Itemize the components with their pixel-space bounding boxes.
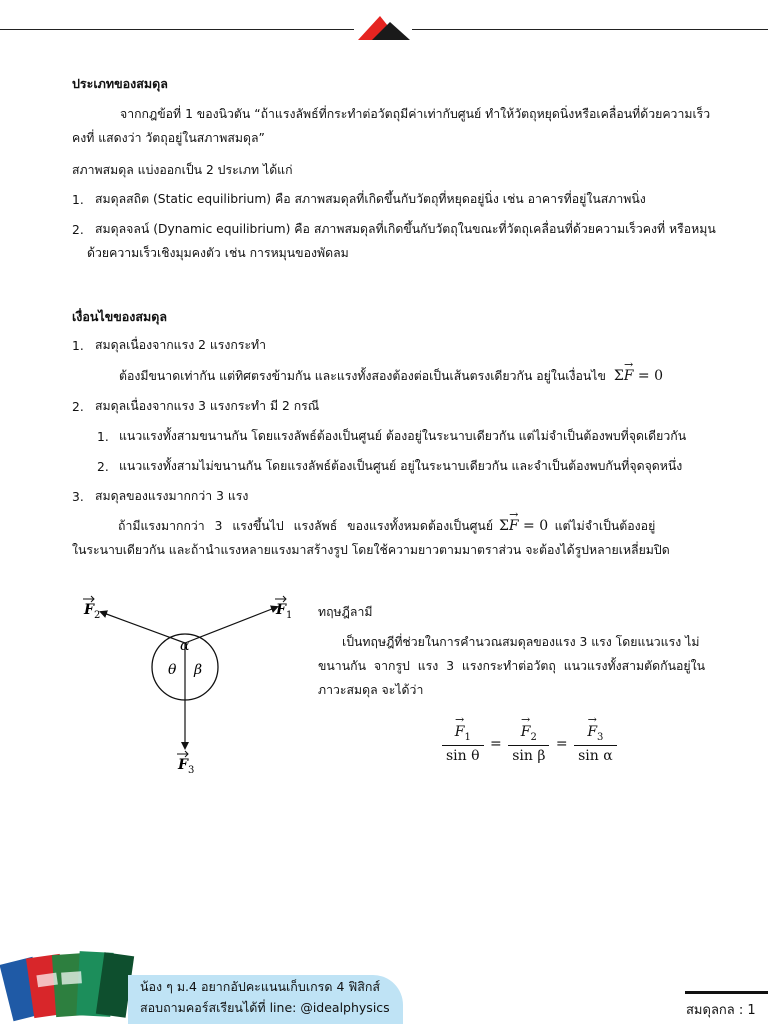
sum-force-equation	[614, 368, 663, 384]
condition-many-forces-line2: ในระนาบเดียวกัน และถ้านำแรงหลายแรงมาสร้างรูป โดยใช้ความยาวตามมาตราส่วน จะต้องได้รูปหลายเหลี่ยมปิด	[72, 543, 670, 557]
force-diagram	[76, 592, 306, 782]
condition-many-forces-line1	[72, 514, 696, 538]
label-f1: F	[276, 602, 286, 618]
list-number: 3.	[72, 490, 84, 504]
many-forces-text-b: แต่ไม่จำเป็นต้องอยู่	[554, 519, 656, 533]
force-arrow-f2	[101, 612, 185, 643]
page-label: สมดุลกล : 1	[686, 1003, 756, 1018]
section-heading-conditions: เงื่อนไขของสมดุล	[72, 309, 168, 324]
book-stack-icon	[0, 944, 140, 1024]
condition-many-forces-detail	[72, 514, 696, 562]
fraction-f2	[508, 724, 549, 764]
fraction-f1	[442, 724, 484, 764]
case-non-parallel: แนวแรงทั้งสามไม่ขนานกัน โดยแรงลัพธ์ต้องเป็นศูนย์ อยู่ในระนาบเดียวกัน และจำเป็นต้องพบกันที่จุดจุดหนึ่ง	[119, 459, 683, 473]
paragraph-types-intro: สภาพสมดุล แบ่งออกเป็น 2 ประเภท ได้แก่	[72, 163, 293, 177]
equals-sign: =	[490, 735, 502, 752]
lami-line3: ภาวะสมดุล จะได้ว่า	[318, 683, 424, 697]
paragraph-newton	[72, 102, 711, 150]
subscript: 3	[597, 731, 604, 743]
list-number: 1.	[72, 339, 84, 353]
lami-line1: เป็นทฤษฎีที่ช่วยในการคำนวณสมดุลของแรง 3 แรง โดยแนวแรง ไม่	[342, 635, 700, 649]
case-parallel: แนวแรงทั้งสามขนานกัน โดยแรงลัพธ์ต้องเป็นศูนย์ ต้องอยู่ในระนาบเดียวกัน แต่ไม่จำเป็นต้องพบที่จุดเดียวกัน	[119, 429, 687, 443]
list-number: 2.	[72, 223, 84, 237]
lami-paragraph	[318, 630, 705, 702]
sigma-symbol: Σ	[613, 368, 624, 384]
brand-logo-icon	[354, 12, 412, 42]
promo-line1: น้อง ๆ ม.4 อยากอัปคะแนนเก็บเกรด 4 ฟิสิกส์	[140, 979, 381, 994]
force-vector: → F	[624, 364, 634, 388]
force-arrow-f1	[185, 607, 277, 643]
label-f3-sub: 3	[188, 765, 195, 776]
list-number: 1.	[97, 430, 109, 444]
list-item-dynamic-line2: ด้วยความเร็วเชิงมุมคงตัว เช่น การหมุนของพัดลม	[87, 246, 349, 260]
list-number: 1.	[72, 193, 84, 207]
promo-line2: สอบถามคอร์สเรียนได้ที่ line: @idealphysics	[140, 1000, 390, 1015]
label-f1-sub: 1	[286, 610, 293, 621]
label-beta: β	[194, 662, 203, 678]
sum-force-equation	[499, 518, 553, 534]
list-item-dynamic-line1: สมดุลจลน์ (Dynamic equilibrium) คือ สภาพสมดุลที่เกิดขึ้นกับวัตถุในขณะที่วัตถุเคลื่อนที่ด้วยความเร็วคงที่ หรือหมุน	[95, 222, 716, 236]
subscript: 2	[530, 731, 537, 743]
lami-title: ทฤษฎีลามี	[318, 605, 373, 619]
force-vector: → F	[587, 724, 597, 740]
page-label-rule	[685, 991, 768, 994]
force-vector: → F	[455, 724, 465, 740]
promo-text	[140, 976, 390, 1018]
condition-two-forces-text: ต้องมีขนาดเท่ากัน แต่ทิศตรงข้ามกัน และแรงทั้งสองต้องต่อเป็นเส้นตรงเดียวกัน อยู่ในเงื่อนไข	[119, 369, 606, 383]
force-vector: → F	[509, 514, 519, 538]
list-number: 2.	[97, 460, 109, 474]
section-heading-types: ประเภทของสมดุล	[72, 76, 168, 91]
paragraph-newton-line1: จากกฎข้อที่ 1 ของนิวตัน “ถ้าแรงลัพธ์ที่กระทำต่อวัตถุมีค่าเท่ากับศูนย์ ทำให้วัตถุหยุดนิ่งหรือเคลื่อนที่ด้วยความเร็ว	[120, 107, 711, 121]
condition-two-forces-detail	[119, 364, 663, 388]
denominator: sin β	[512, 747, 546, 764]
lami-equation	[440, 724, 619, 764]
denominator: sin θ	[446, 747, 480, 764]
list-item-dynamic	[87, 217, 716, 265]
subscript: 1	[464, 731, 471, 743]
denominator: sin α	[578, 747, 613, 764]
condition-two-forces: สมดุลเนื่องจากแรง 2 แรงกระทำ	[95, 338, 267, 352]
force-vector: → F	[521, 724, 531, 740]
list-number: 2.	[72, 400, 84, 414]
equals-zero: = 0	[637, 368, 663, 384]
label-alpha: α	[180, 638, 190, 654]
condition-many-forces: สมดุลของแรงมากกว่า 3 แรง	[95, 489, 249, 503]
equals-zero: = 0	[523, 518, 549, 534]
label-f3: F	[178, 757, 188, 773]
lami-line2: ขนานกัน จากรูป แรง 3 แรงกระทำต่อวัตถุ แนวแรงทั้งสามตัดกันอยู่ใน	[318, 659, 705, 673]
label-theta: θ	[168, 662, 177, 678]
label-f2-sub: 2	[94, 610, 101, 621]
paragraph-newton-line2: คงที่ แสดงว่า วัตถุอยู่ในสภาพสมดุล”	[72, 131, 265, 145]
sigma-symbol: Σ	[498, 518, 509, 534]
fraction-f3	[574, 724, 617, 764]
equals-sign: =	[555, 735, 568, 752]
many-forces-text-a: ถ้ามีแรงมากกว่า 3 แรงขึ้นไป แรงลัพธ์ ของแรงทั้งหมดต้องเป็นศูนย์	[118, 519, 494, 533]
condition-three-forces: สมดุลเนื่องจากแรง 3 แรงกระทำ มี 2 กรณี	[95, 399, 320, 413]
list-item-static: สมดุลสถิต (Static equilibrium) คือ สภาพสมดุลที่เกิดขึ้นกับวัตถุที่หยุดอยู่นิ่ง เช่น อาคารที่อยู่ในสภาพนิ่ง	[95, 192, 646, 206]
label-f2: F	[84, 602, 94, 618]
